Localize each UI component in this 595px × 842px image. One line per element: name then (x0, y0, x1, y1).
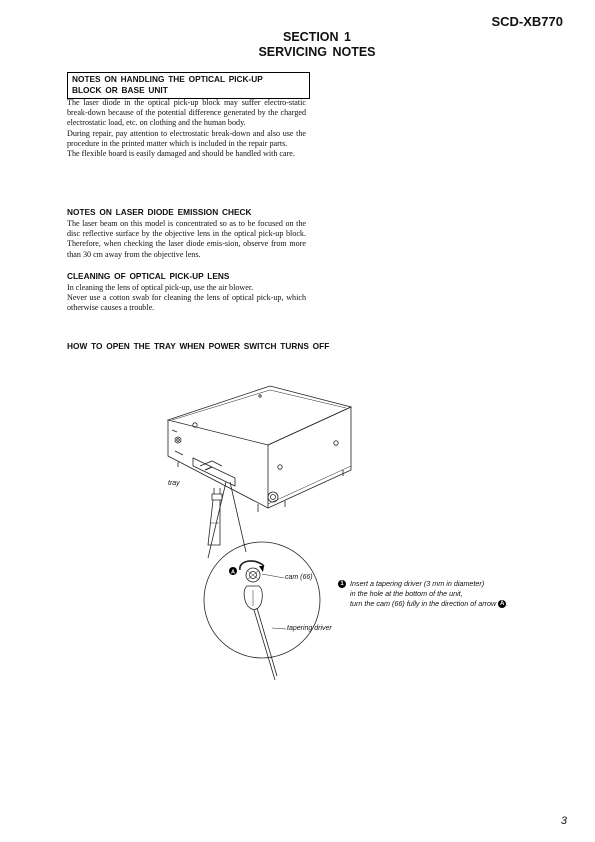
cleaning-para-1: In cleaning the lens of optical pick-up, use the air blower. (67, 283, 254, 292)
laser-check-heading: NOTES ON LASER DIODE EMISSION CHECK (67, 207, 252, 217)
handling-para-3: The flexible board is easily damaged and should be handled with care. (67, 149, 295, 159)
arrow-a-badge: A (500, 601, 505, 608)
instruction-line-3-text: turn the cam (66) fully in the direction of arrow (350, 599, 497, 608)
step-number-badge: 1 (338, 580, 346, 588)
cleaning-para-2: Never use a cotton swab for cleaning the lens of optical pick-up, which otherwise causes a trouble. (67, 293, 306, 313)
instruction-line-2: in the hole at the bottom of the unit, (350, 589, 463, 598)
model-number: SCD-XB770 (491, 14, 563, 29)
page-number: 3 (560, 815, 567, 827)
tapering-driver-label: tapering driver (287, 625, 332, 632)
laser-check-para: The laser beam on this model is concentrated so as to be focused on the disc reflective surface by the objective lens in the optical pick-up block. Therefore, when checking the laser diode emis-sion, observe from more than 30 cm away from the objective lens. (67, 219, 306, 259)
tray-label: tray (168, 480, 180, 487)
handling-heading-line1: NOTES ON HANDLING THE OPTICAL PICK-UP (72, 74, 263, 84)
handling-para-1: The laser diode in the optical pick-up block may suffer electro-static break-down because of the potential difference generated by the charged electrostatic load, etc. on clothing and the human body. (67, 98, 306, 128)
section-title: SERVICING NOTES (258, 45, 376, 59)
instruction-step (338, 579, 508, 609)
section-number: SECTION 1 (283, 30, 351, 44)
tray-open-heading: HOW TO OPEN THE TRAY WHEN POWER SWITCH TURNS OFF (67, 341, 330, 351)
cam-label: cam (66) (285, 574, 313, 581)
instruction-line-1: Insert a tapering driver (3 mm in diameter) (350, 579, 485, 588)
marker-a: A (231, 569, 235, 576)
handling-para-2: During repair, pay attention to electrostatic break-down and also use the procedure in the printed matter which is included in the repair parts. (67, 128, 306, 148)
handling-heading-line2: BLOCK OR BASE UNIT (72, 85, 168, 95)
cleaning-heading: CLEANING OF OPTICAL PICK-UP LENS (67, 271, 230, 281)
instruction-line-3: turn the cam (66) fully in the direction of arrow A . (350, 599, 509, 608)
